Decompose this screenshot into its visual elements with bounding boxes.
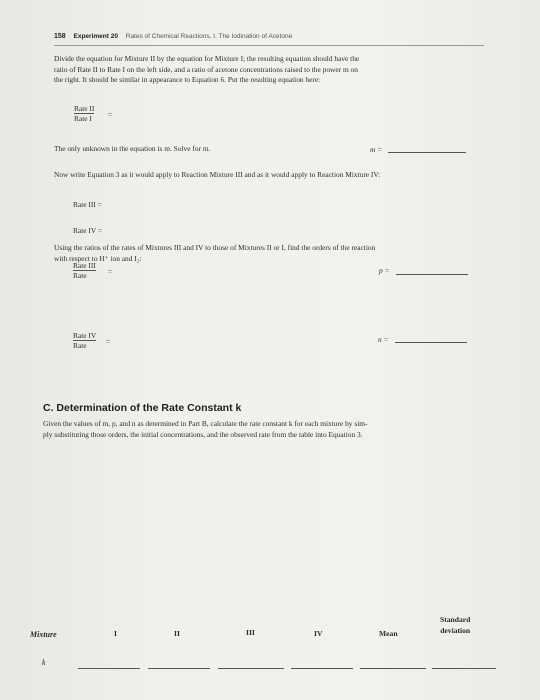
mixture-row-header: Mixture	[30, 630, 57, 639]
column-iv: IV	[314, 629, 323, 638]
k-cell-ii[interactable]	[148, 668, 210, 669]
intro-line-1: Divide the equation for Mixture II by the equation for Mixture I; the resulting equation should have the	[54, 54, 360, 63]
section-c-title: C. Determination of the Rate Constant k	[43, 402, 242, 414]
k-cell-i[interactable]	[78, 668, 140, 669]
ratio-denominator: Rate I	[74, 113, 94, 123]
rate-iv-equation: Rate IV =	[73, 226, 103, 235]
ratio-iii-equals: =	[108, 267, 113, 276]
k-cell-std-dev[interactable]	[432, 668, 496, 669]
intro-paragraph	[54, 54, 494, 86]
using-ratios-line-1: Using the ratios of the rates of Mixtures III and IV to those of Mixtures II or I, find the orders of the reaction	[54, 243, 376, 252]
section-c-paragraph	[43, 419, 503, 440]
n-label: n =	[378, 335, 389, 344]
std-dev-line-1: Standard	[440, 615, 471, 624]
section-c-line-1: Given the values of m, p, and n as determined in Part B, calculate the rate constant k for each mixture by sim-	[43, 419, 368, 428]
page-header	[54, 33, 292, 40]
write-equation-text: Now write Equation 3 as it would apply to Reaction Mixture III and as it would apply to Reaction Mixture IV:	[54, 170, 381, 179]
k-row-label: k	[42, 658, 46, 667]
m-label: m =	[370, 145, 383, 154]
using-ratios-line-2: with respect to H⁺ ion and I₂:	[54, 253, 142, 263]
intro-line-2: ratio of Rate II to Rate I on the left side, and a ratio of acetone concentrations raised to the power m on	[54, 64, 358, 74]
column-ii: II	[174, 629, 180, 638]
ratio-iv-equals: =	[106, 337, 111, 346]
p-label: p =	[379, 266, 390, 275]
column-mean: Mean	[379, 629, 398, 638]
k-cell-iv[interactable]	[291, 668, 353, 669]
ratio-iii-numerator: Rate III	[73, 261, 96, 270]
m-answer-line[interactable]	[388, 152, 466, 153]
ratio-rate-iii	[73, 261, 96, 280]
experiment-label: Experiment 20	[73, 33, 118, 40]
using-ratios-paragraph	[54, 243, 494, 264]
n-answer-line[interactable]	[395, 342, 467, 343]
ratio-iii-denominator: Rate	[73, 270, 96, 280]
k-cell-mean[interactable]	[360, 668, 426, 669]
column-i: I	[114, 629, 117, 638]
column-standard-deviation	[440, 614, 470, 636]
header-rule	[54, 45, 484, 46]
intro-line-3: the right. It should be similar in appearance to Equation 6. Put the resulting equation here:	[54, 75, 321, 85]
page-number: 158	[54, 33, 66, 40]
column-iii: III	[246, 628, 255, 637]
ratio-rate-ii-rate-i	[74, 104, 94, 123]
experiment-subtitle: Rates of Chemical Reactions, I. The Iodination of Acetone	[125, 33, 293, 40]
p-answer-line[interactable]	[396, 274, 468, 275]
ratio-equals: =	[108, 110, 113, 119]
ratio-iv-numerator: Rate IV	[73, 331, 97, 340]
section-c-line-2: ply substituting those orders, the initial concentrations, and the observed rate from the table into Equation 3.	[43, 429, 363, 439]
rate-iii-equation: Rate III =	[73, 200, 102, 209]
ratio-numerator: Rate II	[74, 104, 95, 113]
std-dev-line-2: deviation	[440, 626, 471, 635]
solve-m-text: The only unknown in the equation is m. Solve for m.	[54, 144, 211, 153]
k-cell-iii[interactable]	[218, 668, 284, 669]
ratio-iv-denominator: Rate	[73, 340, 96, 350]
ratio-rate-iv	[73, 331, 96, 350]
